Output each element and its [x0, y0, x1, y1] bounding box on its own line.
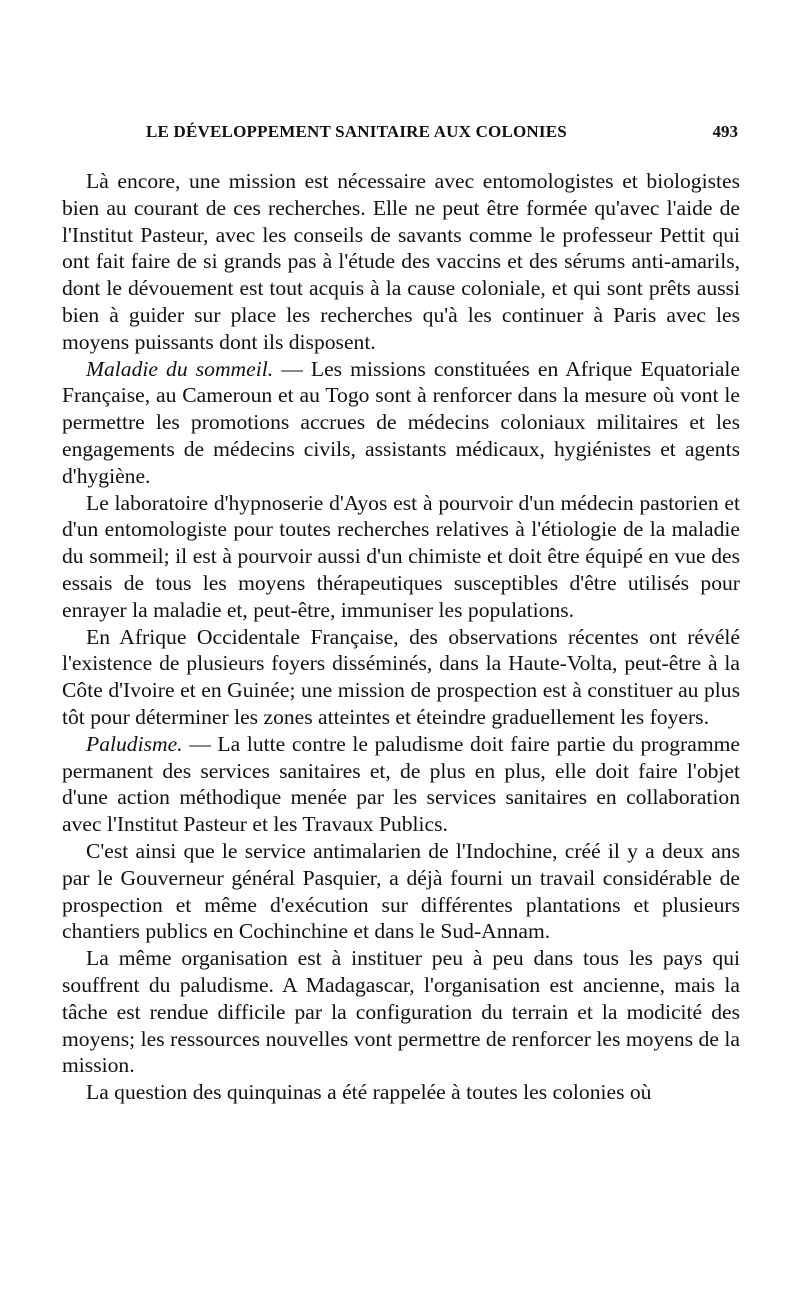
paragraph-text: — La lutte contre le paludisme doit faire partie du programme permanent des services sanitaires et, de plus en plus, elle doit faire l'objet d'une action méthodique menée par les services sanitaires en collaboration avec l'Institut Pasteur et les Travaux Publics.: [62, 731, 740, 837]
paragraph-text: La même organisation est à instituer peu à peu dans tous les pays qui souffrent du paludisme. A Madagascar, l'organisation est ancienne, mais la tâche est rendue difficile par la configuration du terrain et la modicité des moyens; les ressources nouvelles vont permettre de renforcer les moyens de la mission.: [62, 946, 740, 1078]
body-text: [62, 168, 740, 1106]
paragraph-text: C'est ainsi que le service antimalarien de l'Indochine, créé il y a deux ans par le Gouverneur général Pasquier, a déjà fourni un travail considérable de prospection et même d'exécution sur différentes plantations et plusieurs chantiers publics en Cochinchine et dans le Sud-Annam.: [62, 838, 740, 944]
paragraph-text: En Afrique Occidentale Française, des observations récentes ont révélé l'existence de plusieurs foyers disséminés, dans la Haute-Volta, peut-être à la Côte d'Ivoire et en Guinée; une mission de prospection est à constituer au plus tôt pour déterminer les zones atteintes et éteindre graduellement les foyers.: [62, 624, 740, 729]
paragraph-sleeping-sickness: [62, 356, 740, 490]
paragraph-yellow-fever-mission: [62, 168, 740, 356]
paragraph-text: Le laboratoire d'hypnoserie d'Ayos est à pourvoir d'un médecin pastorien et d'un entomologiste pour toutes recherches relatives à l'étiologie de la maladie du sommeil; il est à pourvoir aussi d'un chimiste et doit être équipé en vue des essais de tous les moyens thérapeutiques susceptibles d'être utilisés pour enrayer la maladie et, peut-être, immuniser les populations.: [62, 490, 740, 622]
paragraph-quinquinas: [62, 1079, 740, 1106]
paragraph-ayos-laboratory: [62, 490, 740, 624]
paragraph-text: La question des quinquinas a été rappelée à toutes les colonies où: [86, 1080, 652, 1105]
page-number: 493: [712, 122, 738, 141]
running-title: LE DÉVELOPPEMENT SANITAIRE AUX COLONIES: [146, 122, 567, 141]
paragraph-text: — Les missions constituées en Afrique Equatoriale Française, au Cameroun et au Togo sont à renforcer dans la mesure où vont le permettre les promotions accrues de médecins coloniaux militaires et les engagements de médecins civils, assistants médicaux, hygiénistes et agents d'hygiène.: [62, 356, 740, 488]
paragraph-indochina-service: [62, 838, 740, 945]
paragraph-text: Là encore, une mission est nécessaire avec entomologistes et biologistes bien au courant de ces recherches. Elle ne peut être formée qu'avec l'aide de l'Institut Pasteur, avec les conseils de savants comme le professeur Pettit qui ont fait faire de si grands pas à l'étude des vaccins et des sérums anti-amarils, dont le dévouement est tout acquis à la cause coloniale, et qui sont prêts aussi bien à guider sur place les recherches qu'à les continuer à Paris avec les moyens puissants dont ils disposent.: [62, 169, 740, 354]
paragraph-malaria: [62, 731, 740, 838]
section-heading-sleeping-sickness: Maladie du sommeil.: [86, 356, 274, 381]
running-head: [62, 118, 740, 148]
section-heading-malaria: Paludisme.: [86, 731, 183, 756]
paragraph-aof-observations: [62, 624, 740, 731]
book-page: [62, 118, 740, 1106]
paragraph-organisation: [62, 945, 740, 1079]
